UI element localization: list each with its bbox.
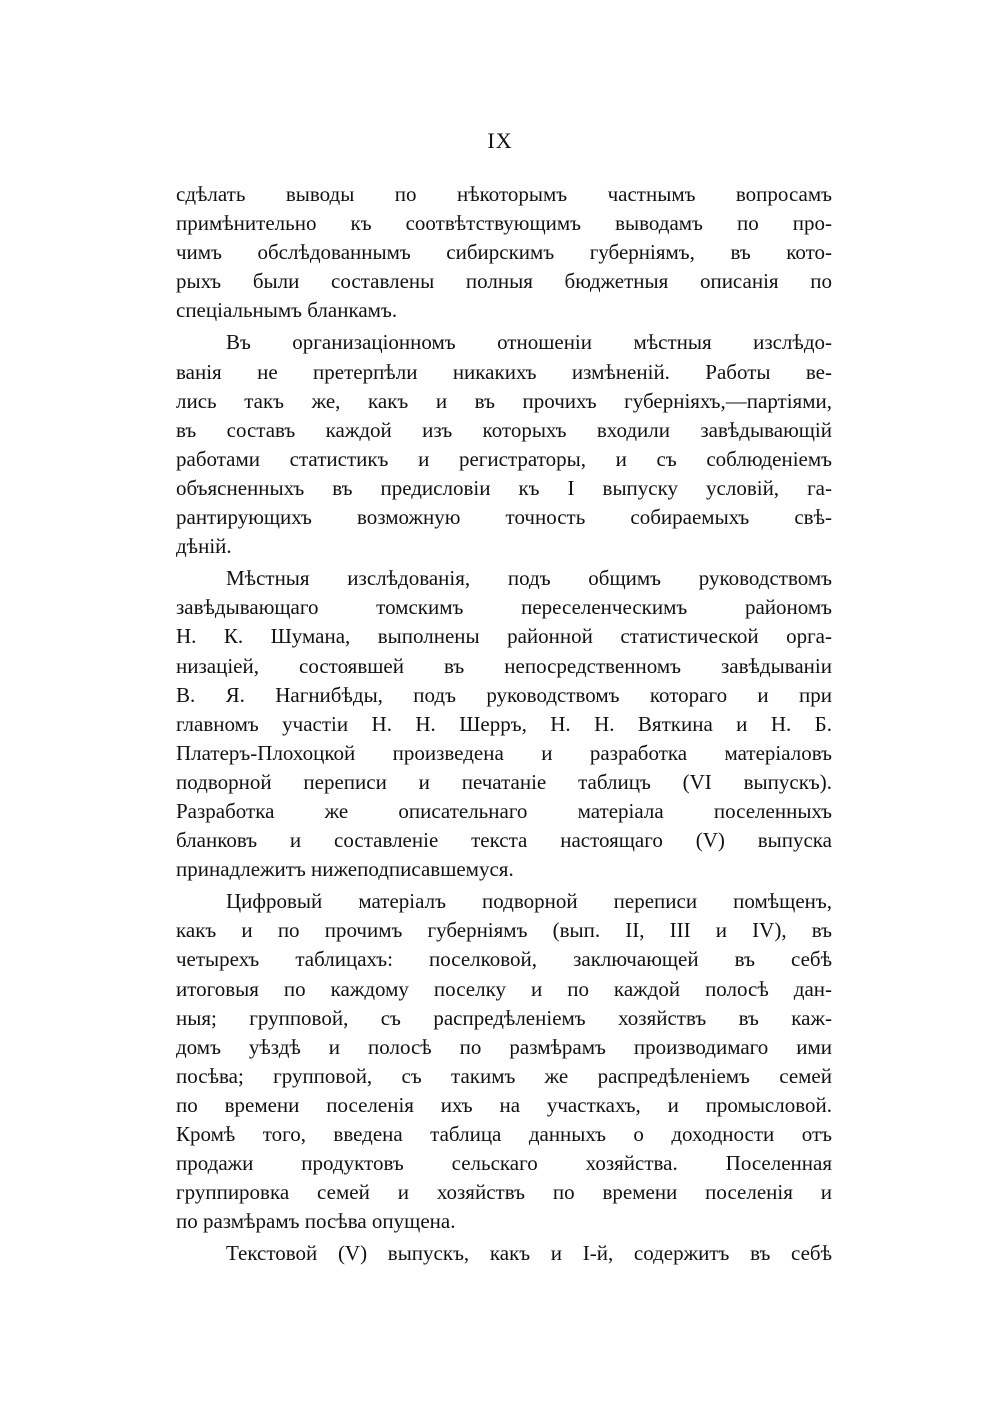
text-line: дѣній. xyxy=(176,534,232,559)
paragraph-2 xyxy=(176,328,832,561)
text-line: спеціальнымъ бланкамъ. xyxy=(176,298,398,323)
text-line: какъ и по прочимъ губерніямъ (вып. II, III и IV), въ xyxy=(176,918,832,943)
page-number: IX xyxy=(487,128,513,153)
text-line: Въ организаціонномъ отношеніи мѣстныя изслѣдо- xyxy=(226,330,832,355)
text-line: подворной переписи и печатаніе таблицъ (VI выпускъ). xyxy=(176,769,832,794)
text-line: по времени поселенія ихъ на участкахъ, и промысловой. xyxy=(176,1092,832,1117)
paragraph-1 xyxy=(176,180,832,325)
text-line: продажи продуктовъ сельскаго хозяйства. Поселенная xyxy=(176,1151,832,1176)
text-line: Мѣстныя изслѣдованія, подъ общимъ руководствомъ xyxy=(226,566,832,591)
text-line: ныя; групповой, съ распредѣленіемъ хозяйствъ въ каж- xyxy=(176,1005,832,1030)
text-line: объясненныхъ въ предисловіи къ I выпуску условій, га- xyxy=(176,475,832,500)
text-line: примѣнительно къ соотвѣтствующимъ выводамъ по про- xyxy=(176,211,832,236)
paragraph-4 xyxy=(176,887,832,1236)
text-line: лись такъ же, какъ и въ прочихъ губерніяхъ,—партіями, xyxy=(176,388,832,413)
paragraph-3 xyxy=(176,564,832,884)
text-line: Цифровый матеріалъ подворной переписи помѣщенъ, xyxy=(226,889,832,914)
text-line: низаціей, состоявшей въ непосредственномъ завѣдываніи xyxy=(176,653,832,678)
text-line: посѣва; групповой, съ такимъ же распредѣленіемъ семей xyxy=(176,1063,832,1088)
body-text xyxy=(176,180,832,1268)
text-line: итоговыя по каждому поселку и по каждой полосѣ дан- xyxy=(176,976,832,1001)
text-line: домъ уѣздѣ и полосѣ по размѣрамъ производимаго ими xyxy=(176,1034,832,1059)
text-line: работами статистикъ и регистраторы, и съ соблюденіемъ xyxy=(176,446,832,471)
text-line: ванія не претерпѣли никакихъ измѣненій. Работы ве- xyxy=(176,359,832,384)
text-line: рыхъ были составлены полныя бюджетныя описанія по xyxy=(176,269,832,294)
text-line: рантирующихъ возможную точность собираемыхъ свѣ- xyxy=(176,505,832,530)
text-line: четырехъ таблицахъ: поселковой, заключающей въ себѣ xyxy=(176,947,832,972)
text-line: Кромѣ того, введена таблица данныхъ о доходности отъ xyxy=(176,1122,832,1146)
text-line: завѣдывающаго томскимъ переселенческимъ райономъ xyxy=(176,595,832,620)
text-line: главномъ участіи Н. Н. Шерръ, Н. Н. Вяткина и Н. Б. xyxy=(176,711,832,736)
text-line: Н. К. Шумана, выполнены районной статистической орга- xyxy=(176,624,832,649)
text-line: Текстовой (V) выпускъ, какъ и I-й, содержитъ въ себѣ xyxy=(226,1241,832,1266)
text-line: В. Я. Нагнибѣды, подъ руководствомъ котораго и при xyxy=(176,682,832,707)
text-line: по размѣрамъ посѣва опущена. xyxy=(176,1209,456,1234)
paragraph-5 xyxy=(176,1239,832,1268)
text-line: бланковъ и составленіе текста настоящаго (V) выпуска xyxy=(176,828,832,853)
text-line: сдѣлать выводы по нѣкоторымъ частнымъ вопросамъ xyxy=(176,182,832,206)
text-line: группировка семей и хозяйствъ по времени поселенія и xyxy=(176,1180,832,1205)
text-line: въ составъ каждой изъ которыхъ входили завѣдывающій xyxy=(176,417,832,442)
text-line: принадлежитъ нижеподписавшемуся. xyxy=(176,857,514,882)
text-line: чимъ обслѣдованнымъ сибирскимъ губерніямъ, въ кото- xyxy=(176,240,832,265)
text-line: Разработка же описательнаго матеріала поселенныхъ xyxy=(176,798,832,823)
text-line: Платеръ-Плохоцкой произведена и разработка матеріаловъ xyxy=(176,740,832,765)
